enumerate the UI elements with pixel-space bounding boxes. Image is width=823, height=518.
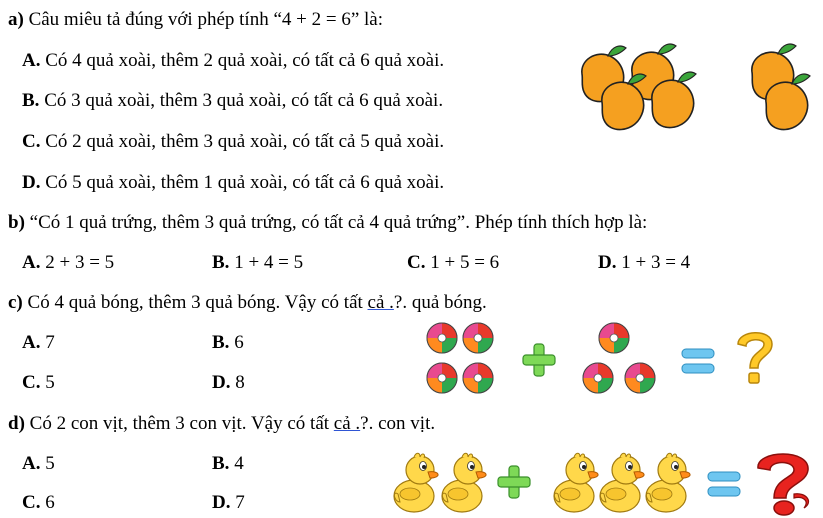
option-letter: C. (22, 492, 41, 513)
option-text: Có 4 quả xoài, thêm 2 quả xoài, có tất cả 6 quả xoài. (45, 50, 445, 71)
mango-illustration (572, 38, 822, 138)
question-d-option-d[interactable] (212, 492, 245, 514)
option-text: 7 (235, 492, 245, 513)
option-letter: C. (22, 372, 41, 393)
question-b-label: b) (8, 212, 25, 233)
question-b-option-a[interactable] (22, 252, 114, 274)
duck-equation-illustration (388, 446, 820, 518)
question-a-stem (8, 9, 383, 31)
option-text: 5 (45, 453, 55, 474)
duck-icon (442, 453, 486, 512)
ball-icon (427, 323, 457, 353)
option-text: 5 (45, 372, 55, 393)
question-d-option-b[interactable] (212, 453, 244, 475)
question-c-option-b[interactable] (212, 332, 244, 354)
question-c-option-d[interactable] (212, 372, 245, 394)
question-mark-icon (738, 333, 772, 383)
option-text: 7 (45, 332, 55, 353)
question-c-stem (8, 292, 487, 314)
ball-equation-illustration (420, 316, 785, 402)
option-text: 2 + 3 = 5 (45, 252, 115, 273)
question-d-text-after: ?. con vịt. (360, 413, 436, 434)
option-text: 8 (235, 372, 245, 393)
ball-icon (599, 323, 629, 353)
question-d-option-a[interactable] (22, 453, 55, 475)
option-text: 6 (45, 492, 55, 513)
option-text: Có 2 quả xoài, thêm 3 quả xoài, có tất cả 5 quả xoài. (45, 131, 445, 152)
question-d-label: d) (8, 413, 25, 434)
question-c-blank: cả . (367, 292, 394, 313)
option-text: 6 (234, 332, 244, 353)
option-text: Có 5 quả xoài, thêm 1 quả xoài, có tất cả 6 quả xoài. (45, 172, 445, 193)
option-text: 1 + 4 = 5 (234, 252, 304, 273)
duck-icon (600, 453, 644, 512)
option-letter: B. (212, 252, 230, 273)
question-b-text: “Có 1 quả trứng, thêm 3 quả trứng, có tất cả 4 quả trứng”. Phép tính thích hợp là: (29, 212, 648, 233)
ball-icon (463, 363, 493, 393)
option-letter: B. (212, 332, 230, 353)
question-c-option-a[interactable] (22, 332, 55, 354)
option-letter: D. (598, 252, 617, 273)
option-text: 1 + 3 = 4 (621, 252, 691, 273)
question-d-stem (8, 413, 435, 435)
question-mark-icon (758, 454, 809, 515)
question-b-option-b[interactable] (212, 252, 303, 274)
option-text: 4 (234, 453, 244, 474)
equals-icon (682, 349, 714, 373)
plus-icon (523, 344, 555, 376)
ball-icon (463, 323, 493, 353)
question-b-stem (8, 212, 647, 234)
question-c-text-before: Có 4 quả bóng, thêm 3 quả bóng. Vậy có tất (27, 292, 368, 313)
option-letter: B. (212, 453, 230, 474)
option-text: 1 + 5 = 6 (430, 252, 500, 273)
ball-icon (583, 363, 613, 393)
question-c-text-after: ?. quả bóng. (393, 292, 487, 313)
option-letter: C. (22, 131, 41, 152)
ball-icon (625, 363, 655, 393)
duck-icon (554, 453, 598, 512)
equals-icon (708, 472, 740, 496)
ball-icon (427, 363, 457, 393)
plus-icon (498, 466, 530, 498)
question-a-text: Câu miêu tả đúng với phép tính “4 + 2 = 6” là: (28, 9, 383, 30)
option-letter: C. (407, 252, 426, 273)
question-a-option-a[interactable] (22, 50, 444, 72)
duck-icon (646, 453, 690, 512)
question-d-option-c[interactable] (22, 492, 55, 514)
option-text: Có 3 quả xoài, thêm 3 quả xoài, có tất cả 6 quả xoài. (44, 90, 444, 111)
question-d-blank: cả . (333, 413, 361, 434)
duck-icon (394, 453, 438, 512)
option-letter: A. (22, 252, 41, 273)
question-c-label: c) (8, 292, 23, 313)
question-a-option-d[interactable] (22, 172, 444, 194)
question-d-text-before: Có 2 con vịt, thêm 3 con vịt. Vậy có tất (29, 413, 334, 434)
question-a-label: a) (8, 9, 24, 30)
option-letter: A. (22, 50, 41, 71)
question-c-option-c[interactable] (22, 372, 55, 394)
option-letter: A. (22, 453, 41, 474)
option-letter: D. (22, 172, 41, 193)
option-letter: A. (22, 332, 41, 353)
question-a-option-c[interactable] (22, 131, 444, 153)
question-b-option-c[interactable] (407, 252, 499, 274)
option-letter: D. (212, 372, 231, 393)
option-letter: B. (22, 90, 40, 111)
question-a-option-b[interactable] (22, 90, 443, 112)
option-letter: D. (212, 492, 231, 513)
question-b-option-d[interactable] (598, 252, 690, 274)
